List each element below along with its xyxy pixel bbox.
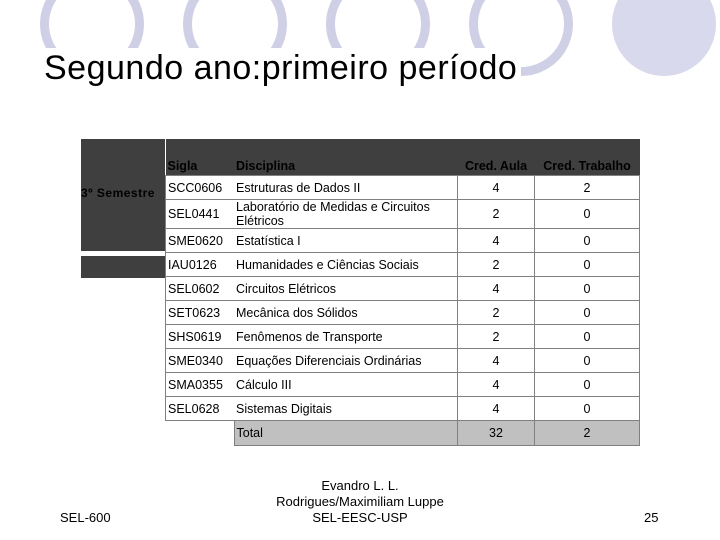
course-cred-aula: 2 xyxy=(458,253,535,277)
course-cred-trabalho: 0 xyxy=(535,325,640,349)
course-cred-trabalho: 0 xyxy=(535,301,640,325)
course-name: Estruturas de Dados II xyxy=(234,176,458,200)
footer-author-line2: Rodrigues/Maximiliam Luppe xyxy=(276,494,444,509)
course-code: SEL0628 xyxy=(166,397,235,421)
semester-box-lower xyxy=(81,256,165,278)
course-name: Sistemas Digitais xyxy=(234,397,458,421)
course-name: Cálculo III xyxy=(234,373,458,397)
course-cred-aula: 4 xyxy=(458,176,535,200)
course-cred-trabalho: 2 xyxy=(535,176,640,200)
course-name: Equações Diferenciais Ordinárias xyxy=(234,349,458,373)
course-name: Estatística I xyxy=(234,229,458,253)
course-cred-trabalho: 0 xyxy=(535,253,640,277)
footer-author-line1: Evandro L. L. xyxy=(321,478,399,493)
total-blank xyxy=(166,421,235,446)
header-trabalho: Cred. Trabalho xyxy=(535,139,640,176)
table-header-row xyxy=(166,139,640,176)
table-row xyxy=(166,200,640,229)
course-code: SEL0602 xyxy=(166,277,235,301)
course-code: SCC0606 xyxy=(166,176,235,200)
footer-author-line3: SEL-EESC-USP xyxy=(312,510,408,525)
course-cred-aula: 4 xyxy=(458,373,535,397)
table-row xyxy=(166,176,640,200)
course-cred-trabalho: 0 xyxy=(535,349,640,373)
table-row xyxy=(166,397,640,421)
table-body xyxy=(166,176,640,421)
table-row xyxy=(166,277,640,301)
course-code: IAU0126 xyxy=(166,253,235,277)
course-cred-trabalho: 0 xyxy=(535,373,640,397)
decor-circle xyxy=(612,0,716,76)
course-cred-aula: 2 xyxy=(458,325,535,349)
course-name: Circuitos Elétricos xyxy=(234,277,458,301)
header-code: Sigla xyxy=(166,139,235,176)
table-row xyxy=(166,373,640,397)
course-name: Laboratório de Medidas e Circuitos Elétricos xyxy=(234,200,458,229)
course-name: Mecânica dos Sólidos xyxy=(234,301,458,325)
course-code: SME0340 xyxy=(166,349,235,373)
course-name: Fenômenos de Transporte xyxy=(234,325,458,349)
course-cred-aula: 4 xyxy=(458,229,535,253)
course-cred-trabalho: 0 xyxy=(535,229,640,253)
course-cred-aula: 4 xyxy=(458,277,535,301)
course-code: SEL0441 xyxy=(166,200,235,229)
course-code: SMA0355 xyxy=(166,373,235,397)
course-cred-aula: 4 xyxy=(458,349,535,373)
header-aula: Cred. Aula xyxy=(458,139,535,176)
total-trabalho: 2 xyxy=(535,421,640,446)
table-row xyxy=(166,325,640,349)
course-code: SET0623 xyxy=(166,301,235,325)
course-cred-trabalho: 0 xyxy=(535,397,640,421)
course-cred-aula: 2 xyxy=(458,200,535,229)
course-code: SHS0619 xyxy=(166,325,235,349)
course-cred-trabalho: 0 xyxy=(535,277,640,301)
slide-title: Segundo ano:primeiro período xyxy=(44,48,521,88)
table-row xyxy=(166,229,640,253)
course-cred-aula: 4 xyxy=(458,397,535,421)
course-table xyxy=(165,139,640,446)
table-row xyxy=(166,349,640,373)
footer-author xyxy=(250,478,470,526)
footer-course: SEL-600 xyxy=(60,510,111,525)
header-name: Disciplina xyxy=(234,139,458,176)
course-name: Humanidades e Ciências Sociais xyxy=(234,253,458,277)
total-label: Total xyxy=(234,421,458,446)
course-cred-aula: 2 xyxy=(458,301,535,325)
table-row xyxy=(166,301,640,325)
table-row xyxy=(166,253,640,277)
course-code: SME0620 xyxy=(166,229,235,253)
total-aula: 32 xyxy=(458,421,535,446)
semester-label: 3º Semestre xyxy=(81,186,155,200)
total-row xyxy=(166,421,640,446)
course-cred-trabalho: 0 xyxy=(535,200,640,229)
page-number: 25 xyxy=(644,510,659,525)
